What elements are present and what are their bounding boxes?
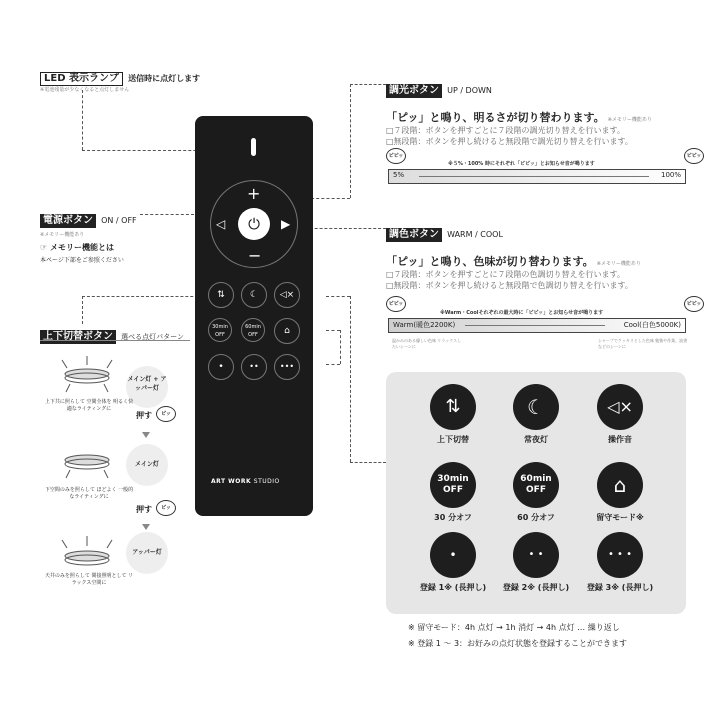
press-label: 押す (136, 411, 152, 420)
state-desc: 天井のみを照らして 間接照明として リラックス空間に (44, 573, 134, 586)
legend-label: 登録 1※ (長押し) (419, 583, 487, 592)
connector (350, 296, 351, 462)
timer-30-icon: 30min OFF (430, 462, 476, 508)
dimming-memo: ※メモリー機能あり (607, 117, 652, 123)
dimming-headline: 「ピッ」と鳴り、明るさが切り替わります。 (386, 111, 605, 124)
color-sub: WARM / COOL (447, 230, 503, 239)
color-line1: □７段階：ボタンを押すごとに７段階の色調切り替えを行います。 (386, 270, 625, 279)
legend-label: 60 分オフ (517, 513, 555, 522)
beep-bubble: ピピッ (684, 296, 704, 312)
dot3-icon: • • • (597, 532, 643, 578)
legend-label: 操作音 (608, 435, 632, 444)
beep-bubble: ピッ (156, 500, 176, 516)
color-line2: □無段階：ボタンを押し続けると無段階で色調切り替えを行います。 (386, 281, 633, 290)
power-note: ※メモリー機能あり (40, 232, 85, 238)
legend-label: 常夜灯 (524, 435, 548, 444)
updown-toggle-button[interactable]: ⇅ (208, 282, 234, 308)
dimming-line1: □７段階：ボタンを押すごとに７段階の調光切り替えを行います。 (386, 126, 625, 135)
house-person-icon: ⌂ (597, 462, 643, 508)
timer-30-button[interactable]: 30min OFF (208, 318, 232, 342)
led-section (40, 66, 200, 93)
night-light-button[interactable]: ☾ (241, 282, 267, 308)
dot1-icon: • (430, 532, 476, 578)
lamp-illustration (52, 356, 122, 396)
led-lamp (251, 138, 256, 156)
power-section (40, 208, 137, 264)
memory-desc: 本ページ下部をご参照ください (40, 257, 124, 264)
timer-60-button[interactable]: 60min OFF (241, 318, 265, 342)
power-sub: ON / OFF (101, 216, 137, 225)
night-moon-icon: ☾ (513, 384, 559, 430)
led-title: LED 表示ランプ (40, 72, 123, 86)
memory-link: メモリー機能とは (49, 243, 114, 252)
state-tag: アッパー灯 (126, 532, 168, 574)
away-mode-button[interactable]: ⌂ (274, 318, 300, 344)
connector (326, 296, 350, 297)
color-bar-right: Cool(白色5000K) (623, 321, 681, 329)
cool-button[interactable]: ▶ (281, 217, 291, 231)
dimming-section (386, 78, 706, 147)
connector (326, 330, 340, 331)
legend-label: 登録 2※ (長押し) (502, 583, 570, 592)
divider (40, 340, 190, 341)
connector (350, 462, 386, 463)
updown-sub: 選べる点灯パターン (121, 333, 184, 341)
mute-button[interactable]: ◁× (274, 282, 300, 308)
button-legend-panel (386, 372, 686, 614)
color-section (386, 222, 706, 291)
cool-note: シャープでクッキリとした色味 勉強や作業、読書などのシーンに (598, 338, 688, 349)
dimming-title: 調光ボタン (386, 84, 442, 98)
connector (350, 84, 351, 198)
color-bar-left: Warm(暖色2200K) (393, 321, 456, 329)
state-tag: メイン灯 (126, 444, 168, 486)
dimming-bar-left: 5% (393, 171, 405, 179)
led-desc: 送信時に点灯します (128, 74, 201, 83)
dimming-up-button[interactable]: + (247, 184, 261, 203)
dimming-sub: UP / DOWN (447, 86, 492, 95)
power-icon: ⏻ (248, 215, 260, 233)
warm-note: 温かみのある優しい色味 リラックスしたいシーンに (392, 338, 462, 349)
color-headline: 「ピッ」と鳴り、色味が切り替わります。 (386, 255, 594, 268)
footnote-memory: ※ 登録 1 ～ 3：お好みの点灯状態を登録することができます (408, 639, 628, 648)
mute-icon: ◁× (597, 384, 643, 430)
led-note: ※電池残量が少なくなると点灯しません (40, 87, 130, 93)
footnote-away: ※ 留守モード：4h 点灯 → 1h 消灯 → 4h 点灯 … 繰り返し (408, 623, 620, 632)
connector (350, 84, 386, 85)
state-tag: メイン灯 + アッパー灯 (126, 366, 168, 408)
brand-logo: ART WORK STUDIO (211, 478, 280, 485)
remote-control (195, 116, 313, 516)
updown-title: 上下切替ボタン (40, 330, 116, 344)
color-memo: ※メモリー機能あり (596, 261, 641, 267)
dot2-icon: • • (513, 532, 559, 578)
legend-label: 留守モード※ (596, 513, 644, 522)
dimming-bar-right: 100% (660, 171, 681, 179)
updown-section (40, 324, 200, 344)
legend-label: 上下切替 (437, 435, 469, 444)
connector (82, 90, 83, 150)
chevron-down-icon (142, 524, 150, 530)
power-title: 電源ボタン (40, 214, 96, 228)
beep-bubble: ピピッ (684, 148, 704, 164)
up-down-arrows-icon: ⇅ (430, 384, 476, 430)
lamp-illustration (52, 536, 122, 572)
dimming-bar (388, 169, 686, 184)
dimming-line2: □無段階：ボタンを押し続けると無段階で調光切り替えを行います。 (386, 137, 633, 146)
hand-pointer-icon: ☞ (40, 243, 48, 252)
dimming-bar-caption: ※５%・100% 時にそれぞれ「ピピッ」とお知らせ音が鳴ります (448, 161, 595, 167)
memory-2-button[interactable]: •• (241, 354, 267, 380)
connector (340, 330, 341, 364)
connector (82, 296, 208, 297)
state-desc: 上下共に照らして 空間全体を 明るく快適なライティングに (44, 399, 134, 412)
memory-1-button[interactable]: • (208, 354, 234, 380)
memory-3-button[interactable]: ••• (274, 354, 300, 380)
power-button[interactable] (238, 208, 270, 240)
legend-label: 30 分オフ (434, 513, 472, 522)
chevron-down-icon (142, 432, 150, 438)
color-title: 調色ボタン (386, 228, 442, 242)
beep-bubble: ピッ (156, 406, 176, 422)
lamp-illustration (52, 446, 122, 482)
legend-label: 登録 3※ (長押し) (586, 583, 654, 592)
connector (82, 296, 83, 324)
beep-bubble: ピピッ (386, 296, 406, 312)
beep-bubble: ピピッ (386, 148, 406, 164)
timer-60-icon: 60min OFF (513, 462, 559, 508)
press-label: 押す (136, 505, 152, 514)
dimming-down-button[interactable]: − (248, 246, 262, 265)
color-bar-caption: ※Warm・Coolそれぞれの最大時に「ピピッ」とお知らせ音が鳴ります (440, 310, 604, 316)
state-desc: 下空間のみを照らして ほどよく 一般的なライティングに (44, 487, 134, 500)
connector (326, 364, 340, 365)
warm-button[interactable]: ◁ (216, 217, 226, 231)
color-bar (388, 318, 686, 333)
